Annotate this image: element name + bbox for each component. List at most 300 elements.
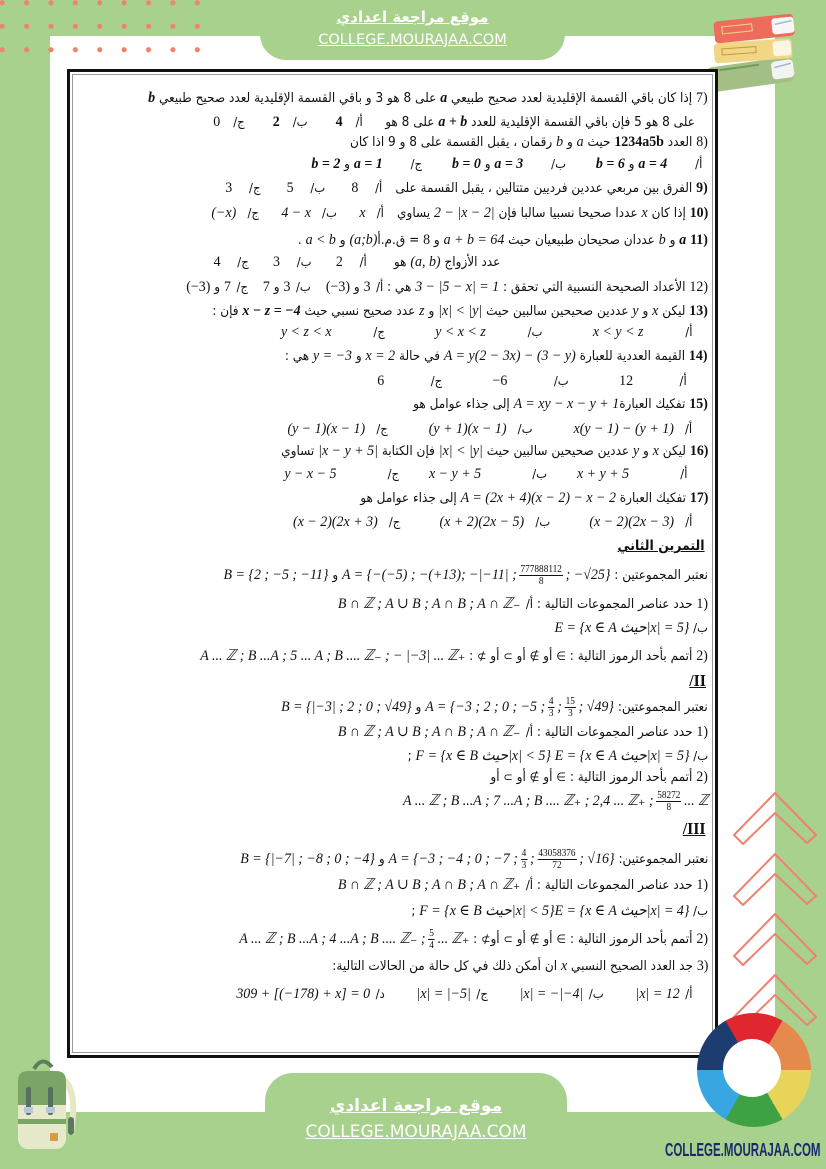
question-text: = ق.م.أ [377, 233, 420, 248]
option-value: a = 1 [353, 156, 383, 172]
option-label: د/ [375, 986, 385, 1001]
option-label: أ/ [684, 514, 692, 529]
option-value: (x + 2)(2x − 5) [439, 514, 524, 530]
option-value: b = 0 [451, 156, 481, 172]
fraction-numerator: 4 [549, 696, 554, 708]
option-label: أ/ [355, 114, 363, 129]
question-text: نعتبر المجموعتين: [618, 700, 708, 715]
option-c [287, 422, 387, 437]
math-expression: a < b [305, 232, 336, 248]
part3-sets-line [240, 843, 708, 875]
option-b [439, 515, 550, 530]
question-number: 2) [696, 648, 708, 664]
math-expression: A = xy − x − y + 1 [513, 396, 620, 412]
question-number: 1) [696, 724, 708, 740]
set-b: B = {|−3| ; 2 ; 0 ; √49} [281, 699, 412, 715]
part3-q3-line [332, 955, 708, 977]
question-text: و [428, 304, 435, 319]
or-word: أو [516, 932, 526, 947]
set-operations: B ∩ ℤ ; A ∪ B ; A ∩ B ; A ∩ ℤ₊ [337, 877, 521, 893]
option-label: ج/ [410, 156, 422, 171]
math-expression: A = y(2 − 3x) − (3 − y) [444, 348, 577, 364]
option-value: 5 [286, 180, 294, 196]
subset-symbol: ⊂ [503, 649, 513, 663]
option-value: x [359, 205, 366, 221]
option-label: أ/ [679, 373, 687, 388]
part1-sets-line [223, 559, 708, 591]
option-a [336, 255, 367, 270]
fraction [537, 848, 576, 871]
question-number: 2) [696, 931, 708, 947]
question-number: 15) [689, 396, 708, 412]
option-value: −6 [492, 373, 508, 389]
option-c [213, 115, 244, 130]
option-value: 2 [335, 254, 343, 270]
subset-symbol: ⊂ [503, 932, 513, 946]
question-text: على 8 هو 5 فإن باقي القسمة الإقليدية للعدد [471, 115, 695, 130]
q12-line [175, 276, 708, 298]
fraction-denominator: 8 [665, 802, 671, 814]
question-text: على 8 هو [385, 115, 435, 130]
part-title: /II [689, 671, 706, 690]
question-text: . [297, 233, 302, 248]
colon: : [473, 932, 478, 947]
question-text: هو [393, 255, 407, 270]
fraction-numerator: 4 [521, 848, 526, 860]
option-b [452, 157, 566, 172]
q14-line-1 [285, 345, 708, 367]
question-text: رقمان ، يقبل القسمة على 8 و 9 اذا كان [350, 135, 553, 150]
option-a [592, 325, 692, 340]
question-text: نعتبر المجموعتين : [614, 568, 708, 583]
option-value: (−x) [211, 205, 237, 221]
set-operations: B ∩ ℤ ; A ∪ B ; A ∩ B ; A ∩ ℤ₋ [337, 596, 521, 612]
question-text: العدد [667, 135, 693, 150]
option-label: أ/ [376, 279, 384, 294]
and-word: و [343, 157, 350, 172]
header-site-url: COLLEGE.MOURAJAA.COM [318, 32, 507, 48]
question-text: و [567, 135, 573, 150]
or-word: أو [490, 932, 500, 947]
fraction-numerator: 777888112 [520, 564, 562, 576]
logo-caption: COLLEGE.MOURAJAA.COM [665, 1140, 821, 1160]
option-label: ب/ [296, 254, 312, 269]
question-text: الأعداد الصحيحة النسبية التي تحقق : [503, 280, 686, 295]
math-expression: a + b = 64 [443, 232, 505, 248]
option-a [336, 115, 363, 130]
math-expression: x − z = −4 [242, 303, 301, 319]
question-text: إذا كان [651, 206, 686, 221]
set-b: B = {|−7| ; −8 ; 0 ; −4} [239, 851, 375, 867]
fraction-denominator: 8 [538, 576, 544, 588]
option-label: أ/ [375, 180, 383, 195]
or-word: أو [543, 770, 553, 785]
set-a [425, 696, 615, 720]
option-b [263, 280, 311, 295]
question-text: إذا كان باقي القسمة الإقليدية لعدد صحيح طبيعي [451, 91, 693, 106]
q7-line-1 [149, 87, 708, 109]
math-expression: |x − y + 5| [317, 443, 378, 459]
math-variable: y [632, 303, 639, 319]
expression-text: ... ℤ₊ [437, 931, 470, 947]
option-label: أ/ [525, 596, 534, 611]
element-of-symbol: ∈ [556, 649, 567, 663]
fraction-numerator: 43058376 [538, 848, 576, 860]
math-variable: b [556, 134, 564, 150]
math-variable: a [576, 134, 584, 150]
option-c [226, 181, 261, 196]
separator: ; [411, 904, 416, 919]
not-subset-symbol: ⊄ [481, 932, 491, 946]
q17-options [257, 511, 692, 533]
math-variable: z [419, 303, 425, 319]
set-f-definition: F = {x ∈ B حيث|x| < 5} [419, 903, 555, 919]
option-label: ب/ [693, 903, 708, 918]
part2-heading [689, 670, 706, 692]
option-value: 4 − x [281, 205, 311, 221]
option-label: ب/ [534, 514, 550, 529]
option-value: 309 + [(−178) + x] = 0 [235, 986, 370, 1002]
math-variable: x [652, 443, 659, 459]
option-value: a = 3 [494, 156, 523, 172]
fraction [520, 848, 527, 871]
question-text: تفكيك العبارة [619, 397, 686, 412]
set-e-definition: E = {x ∈ A حيث|x| = 5} [554, 748, 690, 764]
element-of-symbol: ∈ [556, 770, 567, 784]
set-a [342, 564, 611, 588]
question-text: أتمم بأحد الرموز التالية : [569, 932, 693, 947]
or-word: أو [516, 770, 526, 785]
option-label: ج/ [247, 205, 259, 220]
question-text: حدد عناصر المجموعات التالية : [536, 725, 693, 740]
option-label: أ/ [684, 986, 692, 1001]
question-text: القيمة العددية للعبارة [580, 349, 686, 364]
math-variable: x [641, 205, 648, 221]
option-b [429, 422, 533, 437]
option-value: 7 [262, 279, 270, 295]
set-a [388, 848, 615, 872]
part2-q2-expressions [402, 785, 708, 817]
option-b [519, 987, 603, 1002]
question-text: إلى جذاء عوامل هو [413, 397, 510, 412]
option-b [435, 325, 542, 340]
q10-line [193, 202, 708, 224]
question-text: عددين صحيحين سالبين حيث [486, 304, 629, 319]
and-word: و [628, 157, 635, 172]
option-label: ج/ [233, 114, 245, 129]
q14-options [331, 370, 687, 392]
option-value: b = 6 [595, 156, 625, 172]
fraction [428, 928, 435, 951]
question-text: الفرق بين مربعي عددين فرديين متتالين ، يقبل القسمة على [395, 181, 693, 196]
option-label: ب/ [527, 324, 543, 339]
option-value: (y − 1)(x − 1) [287, 421, 366, 437]
part1-q1b-line [555, 617, 708, 639]
option-c [281, 325, 385, 340]
option-value: 3 [363, 279, 371, 295]
option-label: أ/ [684, 324, 692, 339]
not-element-of-symbol: ∉ [529, 649, 540, 663]
question-text: و [669, 233, 676, 248]
option-value: 3 [272, 254, 280, 270]
option-label: ب/ [517, 421, 533, 436]
fraction [565, 696, 576, 719]
option-label: ج/ [475, 986, 488, 1001]
option-b [429, 467, 547, 482]
part3-q1b-line [411, 900, 708, 922]
option-label: ب/ [292, 114, 308, 129]
question-number: 12) [689, 279, 708, 295]
option-label: ب/ [310, 180, 326, 195]
or-word: أو [543, 932, 553, 947]
question-text: تفكيك العبارة [619, 491, 686, 506]
separator: ; [407, 749, 412, 764]
question-text: جد العدد الصحيح النسبي [570, 959, 693, 974]
option-value: y − x − 5 [283, 466, 337, 482]
fraction [520, 564, 563, 587]
fraction-numerator: 5 [429, 928, 434, 940]
dot-pattern-decoration [0, 0, 202, 62]
option-value: 0 [213, 114, 221, 130]
math-variable: b [148, 90, 156, 106]
math-expression: A = (2x + 4)(x − 2) − x − 2 [460, 490, 616, 506]
option-a [573, 422, 692, 437]
option-label: ج/ [387, 466, 399, 481]
q15-line-1 [413, 393, 708, 415]
q9-line [203, 177, 708, 199]
set-f-definition: F = {x ∈ B حيث|x| < 5} [415, 748, 551, 764]
and-word: و [332, 568, 339, 583]
fraction [548, 696, 555, 719]
question-text: نعتبر المجموعتين: [618, 852, 708, 867]
math-expression: x = 2 [366, 348, 396, 364]
option-c [284, 467, 399, 482]
math-number: 1234a5b [614, 134, 665, 150]
q8-line-1 [350, 131, 708, 153]
math-expression: 3 − |5 − x| = 1 [415, 279, 500, 295]
question-number: 9) [696, 180, 708, 196]
option-a [635, 987, 692, 1002]
question-text: حدد عناصر المجموعات التالية : [536, 878, 693, 893]
option-label: ج/ [372, 324, 385, 339]
set-b: B = {2 ; −5 ; −11} [223, 567, 329, 583]
q16-options [258, 463, 687, 485]
part3-heading [683, 818, 706, 840]
q16-line-1 [281, 440, 708, 462]
site-logo-ring [697, 1013, 811, 1127]
question-text: فإن : [212, 304, 239, 319]
option-value: 3 [283, 279, 291, 295]
option-label: ج/ [388, 514, 400, 529]
option-label: ب/ [550, 156, 566, 171]
set-e-definition: E = {x ∈ A حيث|x| = 4} [554, 903, 690, 919]
option-value: b = 2 [311, 156, 341, 172]
footer-site-name: موقع مراجعة اعدادي [329, 1096, 503, 1116]
expression-text: A ... ℤ ; B ...A ; 7 ...A ; B .... ℤ₊ ; 2,4 ... ℤ₊ ; [402, 793, 653, 809]
question-text: أتمم بأحد الرموز التالية : [569, 649, 693, 664]
or-word: أو [543, 649, 553, 664]
option-label: أ/ [525, 877, 534, 892]
option-c [186, 280, 248, 295]
question-text: و [433, 233, 440, 248]
question-text: إلى جذاء عوامل هو [359, 491, 457, 506]
question-number: 10) [689, 205, 708, 221]
math-variable: y [632, 443, 639, 459]
option-label: ب/ [321, 205, 337, 220]
part2-q1-line [338, 721, 708, 743]
option-a [577, 467, 687, 482]
option-value: (x − 2)(2x − 3) [589, 514, 674, 530]
question-number: 1) [696, 877, 708, 893]
option-value: x + y + 5 [576, 466, 629, 482]
question-number: 14) [689, 348, 708, 364]
left-green-strip [0, 0, 50, 1169]
question-text: و [642, 304, 649, 319]
option-label: ج/ [376, 421, 388, 436]
option-value: (−3) [325, 279, 351, 295]
fraction-numerator: 58272 [656, 790, 680, 802]
fraction-denominator: 3 [521, 860, 526, 872]
option-value: |x| = −|−4| [519, 986, 583, 1002]
math-variable: a [679, 232, 687, 248]
part1-q2-line [200, 645, 708, 667]
option-label: أ/ [684, 421, 692, 436]
question-text: على 8 هو 3 و باقي القسمة الإقليدية لعدد صحيح طبيعي [159, 91, 437, 106]
math-expression: 2 − |x − 2| [433, 205, 495, 221]
set-a-elements: ; √49} [578, 699, 615, 715]
option-b [493, 374, 569, 389]
math-expression: a + b [438, 114, 468, 130]
set-a-elements: A = {−(−5) ; −(+13); −|−11| ; [342, 567, 517, 583]
q7-line-2 [189, 111, 695, 133]
question-number: 17) [689, 490, 708, 506]
part-title: /III [683, 819, 706, 838]
expression-text: A ... ℤ ; B ...A ; 4 ...A ; B .... ℤ₋ ; [239, 931, 426, 947]
option-value: (y + 1)(x − 1) [428, 421, 507, 437]
colon: : [469, 649, 474, 664]
q13-options [234, 321, 692, 343]
question-text: ان أمكن ذلك في كل حالة من الحالات التالية: [331, 959, 557, 974]
option-c [293, 515, 400, 530]
header-site-name: موقع مراجعة اعدادي [336, 8, 489, 26]
option-c [416, 987, 487, 1002]
question-text: أتمم بأحد الرموز التالية : [569, 770, 693, 785]
option-label: أ/ [679, 466, 687, 481]
and-word: و [415, 700, 422, 715]
separator: ; [557, 699, 563, 715]
option-c [311, 157, 422, 172]
fraction-denominator: 3 [549, 708, 554, 720]
math-expression: |x| < |y| [438, 303, 483, 319]
question-number: 3) [696, 958, 708, 974]
option-label: ج/ [431, 373, 443, 388]
option-label: ج/ [236, 279, 248, 294]
expression-text: ... ℤ [683, 793, 708, 809]
exercise-title: التمرين الثاني [617, 538, 705, 554]
element-of-symbol: ∈ [556, 932, 567, 946]
part3-q3-options [208, 983, 692, 1005]
question-text: و [356, 349, 363, 364]
option-value: 4 [335, 114, 343, 130]
q8-options [285, 153, 702, 175]
option-a [619, 374, 687, 389]
question-text: عدد الأزواج [444, 255, 500, 270]
question-text: ليكن [662, 304, 686, 319]
exercise2-heading [618, 535, 705, 557]
option-b [281, 206, 337, 221]
or-word: أو [516, 649, 526, 664]
question-number: 7) [696, 90, 708, 106]
option-label: ج/ [249, 180, 261, 195]
fill-in-expressions [239, 928, 470, 952]
and-word: و [273, 280, 280, 295]
part2-sets-line [281, 691, 708, 723]
question-number: 11) [690, 232, 708, 248]
part3-q2-line [239, 923, 708, 955]
option-label: أ/ [359, 254, 367, 269]
option-value: x − y + 5 [428, 466, 481, 482]
question-number: 2) [696, 769, 708, 785]
math-variable: x [652, 303, 659, 319]
option-b [287, 181, 326, 196]
question-number: 13) [689, 303, 708, 319]
option-value: y < z < x [280, 324, 332, 340]
option-label: ج/ [236, 254, 249, 269]
part3-q1-line [338, 874, 708, 896]
option-value: 3 [225, 180, 233, 196]
not-subset-symbol: ⊄ [477, 649, 487, 663]
question-number: 16) [689, 443, 708, 459]
question-text: يساوي [396, 206, 430, 221]
option-label: أ/ [525, 724, 534, 739]
option-value: |x| = 12 [635, 986, 680, 1002]
fraction-numerator: 15 [565, 696, 576, 708]
math-variable: x [560, 958, 567, 974]
fill-in-expressions: A ... ℤ ; B ...A ; 5 ... A ; B .... ℤ₋ ; − |−3| ... ℤ₊ [200, 648, 466, 664]
question-text: فإن الكتابة [381, 444, 435, 459]
math-variable: b [658, 232, 666, 248]
or-word: أو [490, 649, 500, 664]
part1-q1-line [338, 593, 708, 615]
option-label: ب/ [531, 466, 547, 481]
math-variable: a [440, 90, 448, 106]
option-label: ب/ [693, 748, 708, 763]
question-text: و [642, 444, 649, 459]
question-text: ليكن [662, 444, 686, 459]
separator: ; [529, 851, 535, 867]
option-label: ب/ [693, 620, 708, 635]
option-b [273, 115, 308, 130]
option-value: 7 [223, 279, 231, 295]
backpack-icon [12, 1055, 84, 1155]
option-value: 4 [213, 254, 221, 270]
q11-line-2 [193, 251, 500, 273]
fraction-denominator: 72 [551, 860, 562, 872]
option-a [359, 206, 384, 221]
option-value: (−3) [186, 279, 211, 295]
option-label: أ/ [376, 205, 384, 220]
option-a [596, 157, 702, 172]
option-value: y < x < z [434, 324, 486, 340]
option-value: 12 [619, 373, 634, 389]
and-word: و [378, 852, 385, 867]
option-label: ب/ [296, 279, 311, 294]
math-expression: (a;b) [349, 232, 378, 248]
q11-line-1 [298, 229, 708, 251]
option-b [273, 255, 312, 270]
option-label: ب/ [554, 373, 570, 388]
option-value: x < y < z [592, 324, 644, 340]
